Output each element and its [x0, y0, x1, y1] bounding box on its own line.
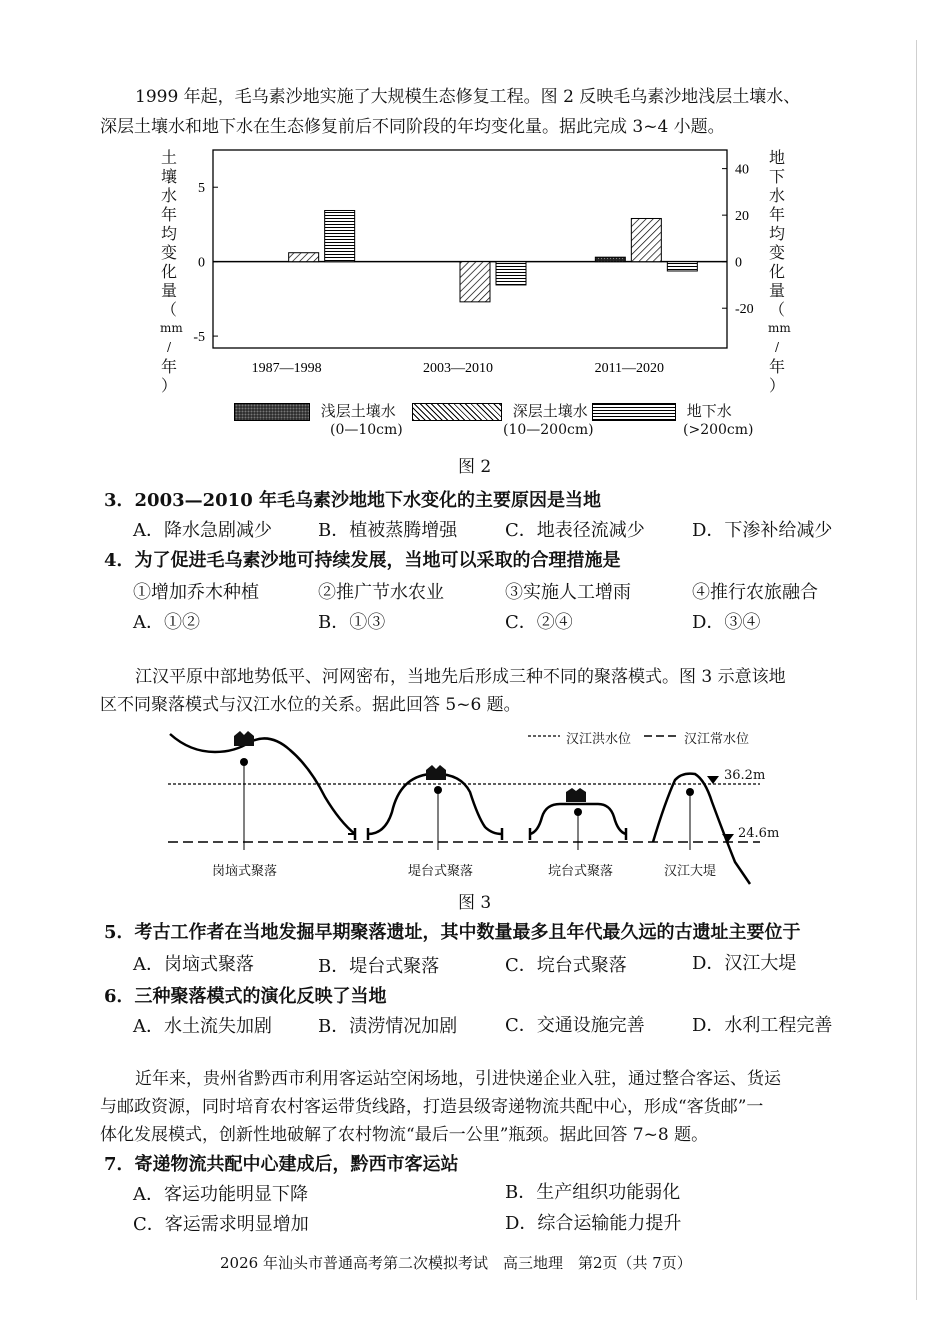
house-icon-ditai: [426, 765, 446, 780]
intro3-line2: 与邮政资源，同时培育农村客运带货线路，打造县级寄递物流共配中心，形成“客货邮”一: [100, 1097, 764, 1117]
q3-option-c[interactable]: C．地表径流减少: [505, 520, 645, 541]
category-label: 2011—2020: [594, 361, 665, 376]
q6-stem: 6．三种聚落模式的演化反映了当地: [104, 986, 387, 1007]
right-axis-title-char: 化: [768, 262, 785, 281]
right-axis-title-char: （: [768, 300, 785, 319]
bar-深层土壤水: [631, 218, 661, 261]
legend-flood-label: 汉江洪水位: [566, 732, 632, 747]
right-axis-title-char: 量: [768, 281, 785, 300]
house-icon-gangnao: [234, 731, 254, 746]
q7-stem: 7．寄递物流共配中心建成后，黔西市客运站: [104, 1154, 459, 1175]
q3-option-d[interactable]: D．下渗补给减少: [692, 520, 833, 541]
q7-option-c[interactable]: C．客运需求明显增加: [133, 1214, 309, 1235]
q4-option-b[interactable]: B．①③: [318, 612, 386, 633]
bar-浅层土壤水: [595, 257, 625, 261]
bar-地下水: [496, 262, 526, 285]
q5-option-c[interactable]: C．垸台式聚落: [505, 955, 627, 976]
legend-label-groundwater: 地下水: [686, 402, 732, 420]
left-axis-title-char: 化: [160, 262, 177, 281]
q3-stem: 3．2003—2010 年毛乌素沙地地下水变化的主要原因是当地: [104, 490, 601, 511]
right-axis-title-char: 下: [768, 167, 785, 186]
q4-option-c[interactable]: C．②④: [505, 612, 573, 633]
level-label-low: 24.6m: [738, 826, 780, 841]
intro1-line2: 深层土壤水和地下水在生态修复前后不同阶段的年均变化量。据此完成 3~4 小题。: [100, 117, 725, 137]
left-axis-title-char: 变: [160, 243, 177, 262]
q6-option-c[interactable]: C．交通设施完善: [505, 1015, 645, 1036]
legend-sub-groundwater: (>200cm): [683, 422, 754, 438]
q3-option-b[interactable]: B．植被蒸腾增强: [318, 520, 458, 541]
left-axis-title-char: 量: [160, 281, 177, 300]
legend-swatch-shallow: [234, 403, 310, 421]
right-axis-title-char: 均: [768, 224, 785, 243]
label-ditai: 堤台式聚落: [408, 864, 474, 879]
chart-legend-3: [592, 400, 732, 421]
q4-option-d[interactable]: D．③④: [692, 612, 761, 633]
legend-sub-deep: (10—200cm): [503, 422, 594, 438]
right-tick-label: 40: [735, 162, 749, 178]
q4-item-2: ②推广节水农业: [318, 582, 444, 603]
left-axis-title-char: （: [160, 300, 177, 319]
level-label-high: 36.2m: [724, 768, 766, 783]
category-label: 2003—2010: [423, 361, 493, 376]
figure2-chart: [180, 140, 760, 385]
left-axis-title-char: 年: [160, 357, 177, 376]
q4-item-3: ③实施人工增雨: [505, 582, 631, 603]
legend-label-deep: 深层土壤水: [512, 402, 588, 420]
chart-legend-2: [412, 400, 588, 421]
legend-swatch-groundwater: [592, 403, 676, 421]
q5-stem: 5．考古工作者在当地发掘早期聚落遗址，其中数量最多且年代最久远的古遗址主要位于: [104, 922, 801, 943]
right-tick-label: -20: [735, 302, 754, 318]
left-axis-title-char: 水: [160, 186, 177, 205]
right-axis-title-char: 年: [768, 205, 785, 224]
left-axis-title-char: ）: [160, 376, 177, 395]
q3-option-a[interactable]: A．降水急剧减少: [133, 520, 272, 541]
terrain-ditai: [368, 774, 502, 834]
q4-option-a[interactable]: A．①②: [133, 612, 200, 633]
right-axis-title-char: 变: [768, 243, 785, 262]
right-axis-title-char: 年: [768, 357, 785, 376]
page-footer: 2026 年汕头市普通高考第二次模拟考试 高三地理 第2页（共 7页）: [220, 1254, 692, 1272]
left-axis-title-char: 年: [160, 205, 177, 224]
q5-option-b[interactable]: B．堤台式聚落: [318, 956, 440, 977]
legend-sub-shallow: (0—10cm): [330, 422, 403, 438]
level-marker-high: [707, 776, 719, 784]
intro2-line2: 区不同聚落模式与汉江水位的关系。据此回答 5~6 题。: [100, 695, 521, 715]
left-axis-title-char: 土: [160, 148, 177, 167]
bar-地下水: [667, 262, 697, 271]
q6-option-a[interactable]: A．水土流失加剧: [133, 1016, 272, 1037]
q5-option-a[interactable]: A．岗垴式聚落: [133, 954, 254, 975]
right-tick-label: 20: [735, 209, 749, 225]
q4-stem: 4．为了促进毛乌素沙地可持续发展，当地可以采取的合理措施是: [104, 550, 621, 571]
q7-option-b[interactable]: B．生产组织功能弱化: [505, 1182, 681, 1203]
left-tick-label: 0: [198, 255, 205, 271]
q4-item-4: ④推行农旅融合: [692, 582, 818, 603]
right-axis-title: [768, 148, 791, 395]
left-axis-title-char: mm: [160, 321, 183, 335]
intro1-line1: 1999 年起，毛乌素沙地实施了大规模生态修复工程。图 2 反映毛乌素沙地浅层土壤水、: [135, 87, 801, 107]
figure3-caption: 图 3: [458, 893, 492, 913]
q7-option-a[interactable]: A．客运功能明显下降: [133, 1184, 308, 1205]
intro2-line1: 江汉平原中部地势低平、河网密布，当地先后形成三种不同的聚落模式。图 3 示意该地: [135, 667, 786, 687]
q6-option-b[interactable]: B．渍涝情况加剧: [318, 1016, 458, 1037]
bar-地下水: [325, 210, 355, 261]
left-tick-label: 5: [198, 181, 205, 197]
left-axis-title: [160, 148, 183, 395]
left-axis-title-char: 壤: [160, 167, 177, 186]
intro3-line1: 近年来，贵州省黔西市利用客运站空闲场地，引进快递企业入驻，通过整合客运、货运: [135, 1069, 781, 1089]
right-axis-title-char: ）: [768, 376, 785, 395]
right-axis-title-char: 地: [768, 148, 785, 167]
q5-option-d[interactable]: D．汉江大堤: [692, 953, 797, 974]
q7-option-d[interactable]: D．综合运输能力提升: [505, 1213, 682, 1234]
intro3-line3: 体化发展模式，创新性地破解了农村物流“最后一公里”瓶颈。据此回答 7~8 题。: [100, 1125, 709, 1145]
left-tick-label: -5: [193, 330, 205, 346]
bar-深层土壤水: [289, 253, 319, 262]
q4-item-1: ①增加乔木种植: [133, 582, 259, 603]
right-axis-title-char: 水: [768, 186, 785, 205]
right-axis-title-char: mm: [768, 321, 791, 335]
chart-legend: [234, 400, 396, 421]
label-yuantai: 垸台式聚落: [548, 864, 614, 879]
figure2-caption: 图 2: [458, 457, 492, 477]
house-icon-yuantai: [566, 788, 586, 802]
left-axis-title-char: 均: [160, 224, 177, 243]
bar-深层土壤水: [460, 262, 490, 302]
legend-normal-label: 汉江常水位: [684, 732, 750, 747]
left-axis-title-char: /: [166, 340, 172, 354]
terrain-gangnao: [170, 734, 355, 834]
page-edge-line: [916, 40, 917, 1300]
right-axis-title-char: /: [774, 340, 780, 354]
q6-option-d[interactable]: D．水利工程完善: [692, 1015, 833, 1036]
label-levee: 汉江大堤: [664, 864, 717, 879]
right-tick-label: 0: [735, 255, 742, 271]
label-gangnao: 岗垴式聚落: [212, 864, 278, 879]
category-label: 1987—1998: [251, 361, 322, 376]
legend-swatch-deep: [412, 403, 502, 421]
legend-label-shallow: 浅层土壤水: [320, 402, 396, 420]
